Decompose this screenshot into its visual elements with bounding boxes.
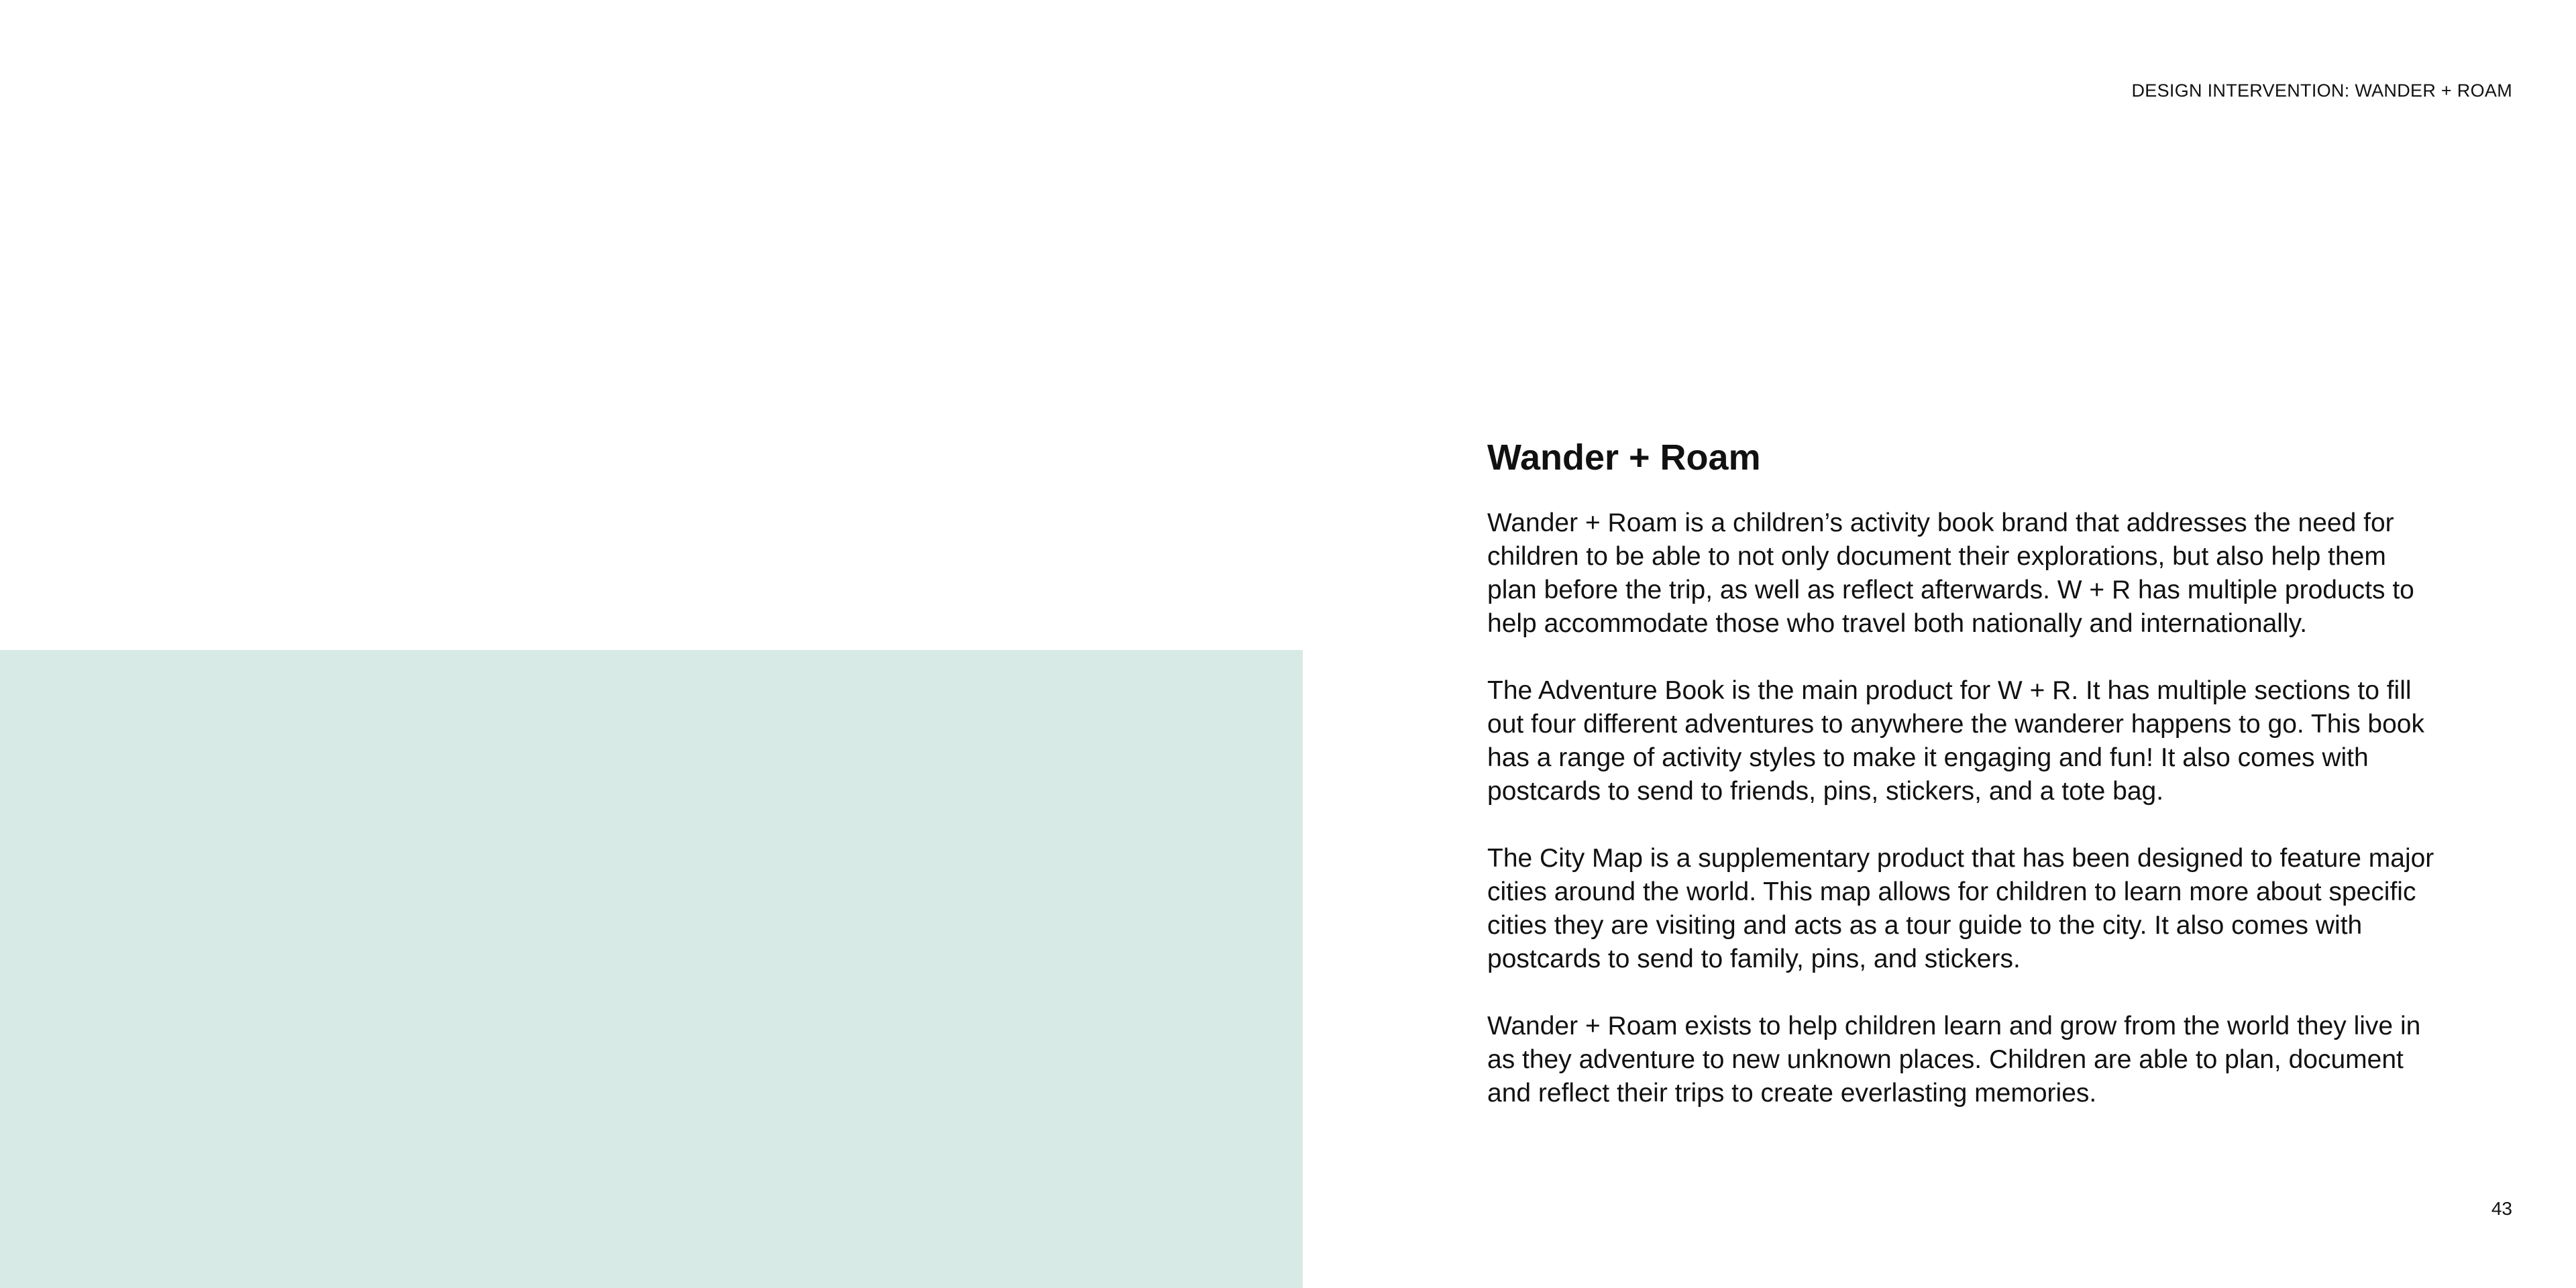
mint-color-block	[0, 650, 1303, 1288]
body-paragraph-intro: Wander + Roam is a children’s activity book brand that addresses the need for children to be able to not only document their explorations, but also help them plan before the trip, as well as reflect afterwards. W + R has multiple products to help accommodate those who travel both nationally and internationally.	[1487, 508, 2414, 638]
article-content	[1487, 436, 2440, 1110]
page-number: 43	[2491, 1198, 2512, 1219]
body-paragraph-city-map: The City Map is a supplementary product that has been designed to feature major cities around the world. This map allows for children to learn more about specific cities they are visiting and acts as a tour guide to the city. It also comes with postcards to send to family, pins, and stickers.	[1487, 843, 2434, 973]
body-paragraph-adventure-book: The Adventure Book is the main product for W + R. It has multiple sections to fill out four different adventures to anywhere the wanderer happens to go. This book has a range of activity styles to make it engaging and fun! It also comes with postcards to send to friends, pins, stickers, and a tote bag.	[1487, 676, 2424, 806]
body-paragraph-mission: Wander + Roam exists to help children learn and grow from the world they live in as they adventure to new unknown places. Children are able to plan, document and reflect their trips to create everlasting memories.	[1487, 1011, 2421, 1108]
running-header: DESIGN INTERVENTION: WANDER + ROAM	[2131, 80, 2512, 101]
page-title: Wander + Roam	[1487, 437, 1761, 478]
